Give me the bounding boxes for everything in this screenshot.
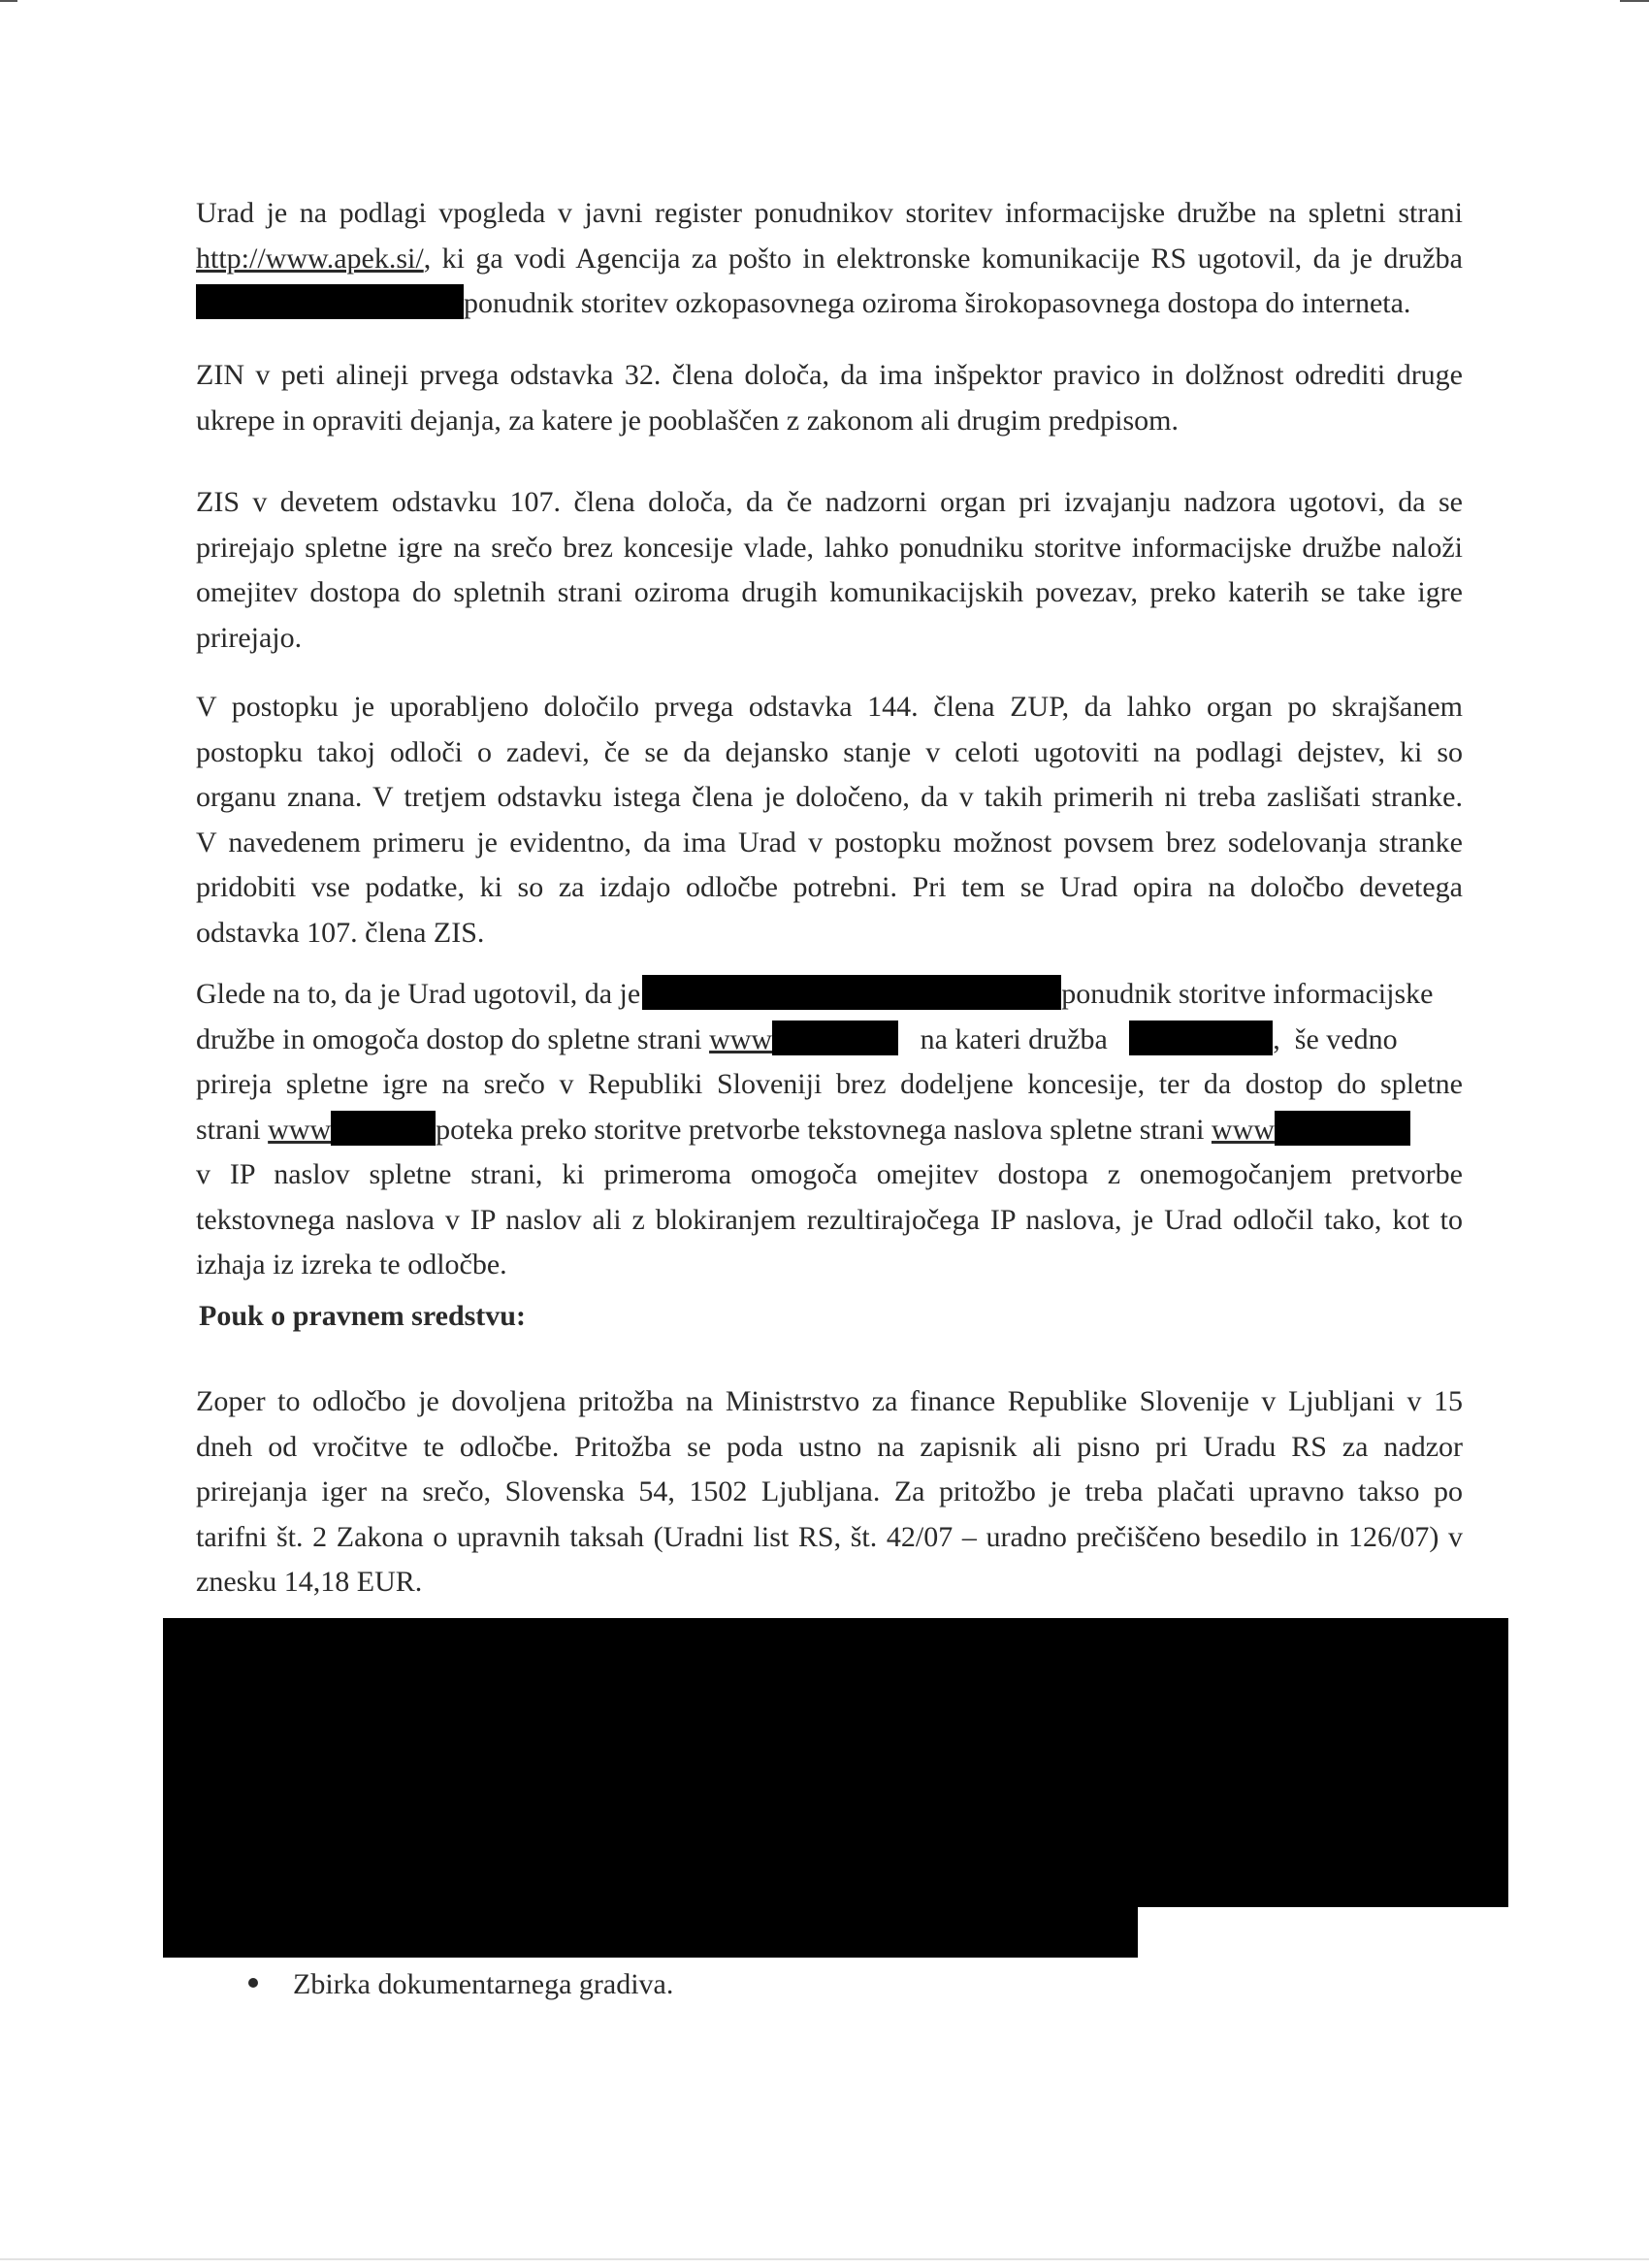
redaction-block xyxy=(1275,1111,1410,1146)
text-line: ukrepe in opraviti dejanja, za katere je pooblaščen z zakonom ali drugim predpisom. xyxy=(196,404,1179,437)
text-line: Urad je na podlagi vpogleda v javni register ponudnikov storitev informacijske družbe na spletni strani xyxy=(196,197,1463,229)
text-line: izhaja iz izreka te odločbe. xyxy=(196,1248,507,1280)
section-heading: Pouk o pravnem sredstvu: xyxy=(199,1300,526,1332)
www-link[interactable]: www xyxy=(709,1022,773,1055)
text-line: tekstovnega naslova v IP naslov ali z blokiranjem rezultirajočega IP naslova, je Urad odločil tako, kot to xyxy=(196,1203,1463,1236)
text-line: odstavka 107. člena ZIS. xyxy=(196,916,485,949)
text-line: prirejajo. xyxy=(196,621,303,654)
text-line: družbe in omogoča dostop do spletne strani www na kateri družba , še vedno xyxy=(196,1018,1463,1063)
paragraph-decision xyxy=(196,972,1463,1288)
text-line: Zoper to odločbo je dovoljena pritožba na Ministrstvo za finance Republike Slovenije v Ljubljani v 15 xyxy=(196,1385,1463,1417)
scan-edge-mark xyxy=(1620,0,1649,2)
text-line: organu znana. V tretjem odstavku istega člena je določeno, da v takih primerih ni treba zaslišati stranke. xyxy=(196,781,1463,813)
text-fragment: , ki ga vodi Agencija za pošto in elektronske komunikacije RS ugotovil, da je družba xyxy=(423,242,1463,275)
redaction-block xyxy=(642,975,1061,1010)
text-line xyxy=(196,1108,1463,1153)
text-line: prireja spletne igre na srečo v Republiki Sloveniji brez dodeljene koncesije, ter da dostop do spletne xyxy=(196,1068,1463,1100)
text-line: omejitev dostopa do spletnih strani oziroma drugih komunikacijskih povezav, preko katerih se take igre xyxy=(196,576,1463,608)
text-fragment: strani xyxy=(196,1113,261,1146)
text-fragment: ponudnik storitve informacijske xyxy=(1061,978,1434,1010)
text-fragment: družbe in omogoča dostop do spletne strani xyxy=(196,1022,702,1055)
redaction-block-large xyxy=(163,1618,1508,1907)
text-line: prirejajo spletne igre na srečo brez koncesije vlade, lahko ponudniku storitve informacijske družbe naloži xyxy=(196,531,1463,564)
text-line: V navedenem primeru je evidentno, da ima Urad v postopku možnost povsem brez sodelovanja stranke xyxy=(196,826,1463,859)
text-line xyxy=(196,972,1463,1018)
text-line: V postopku je uporabljeno določilo prvega odstavka 144. člena ZUP, da lahko organ po skrajšanem xyxy=(196,691,1463,723)
text-line: dneh od vročitve te odločbe. Pritožba se poda ustno na zapisnik ali pisno pri Uradu RS za nadzor xyxy=(196,1430,1463,1463)
text-line: ZIS v devetem odstavku 107. člena določa, da če nadzorni organ pri izvajanju nadzora ugotovi, da se xyxy=(196,486,1463,518)
paragraph-zin xyxy=(196,353,1463,443)
text-line xyxy=(196,237,1463,282)
text-fragment: na kateri družba xyxy=(920,1022,1108,1055)
text-line: ZIN v peti alineji prvega odstavka 32. člena določa, da ima inšpektor pravico in dolžnost odrediti druge xyxy=(196,359,1463,391)
bullet-icon xyxy=(248,1978,258,1988)
text-fragment: še vedno xyxy=(1294,1022,1398,1055)
scan-edge-line xyxy=(0,2258,1649,2260)
text-line: prirejanja iger na srečo, Slovenska 54, 1502 Ljubljana. Za pritožbo je treba plačati upravno takso po xyxy=(196,1475,1463,1507)
redaction-block xyxy=(1129,1021,1273,1055)
paragraph-zup xyxy=(196,685,1463,956)
paragraph-register xyxy=(196,191,1463,327)
redaction-block xyxy=(772,1021,898,1055)
text-line xyxy=(196,281,1463,327)
text-line: pridobiti vse podatke, ki so za izdajo odločbe potrebni. Pri tem se Urad opira na določbo devetega xyxy=(196,871,1463,903)
text-fragment: poteka preko storitve pretvorbe tekstovnega naslova spletne strani xyxy=(436,1113,1205,1146)
text-line: znesku 14,18 EUR. xyxy=(196,1566,423,1598)
text-line: v IP naslov spletne strani, ki primeroma omogoča omejitev dostopa z onemogočanjem pretvorbe xyxy=(196,1158,1463,1190)
text-fragment: ponudnik storitev ozkopasovnega oziroma širokopasovnega dostopa do interneta. xyxy=(464,287,1411,319)
apek-link[interactable]: http://www.apek.si/ xyxy=(196,242,424,275)
text-line: tarifni št. 2 Zakona o upravnih taksah (Uradni list RS, št. 42/07 – uradno prečiščeno besedilo in 126/07) v xyxy=(196,1520,1463,1553)
list-item-label: Zbirka dokumentarnega gradiva. xyxy=(293,1968,674,2000)
www-link[interactable]: www xyxy=(268,1113,332,1146)
paragraph-zis xyxy=(196,480,1463,661)
redaction-block xyxy=(196,284,464,319)
paragraph-appeal xyxy=(196,1379,1463,1605)
text-line: postopku takoj odloči o zadevi, če se da dejansko stanje v celoti ugotoviti na podlagi dejstev, ki so xyxy=(196,735,1463,768)
redaction-block xyxy=(331,1111,436,1146)
scan-edge-mark xyxy=(0,0,17,2)
redaction-block-large xyxy=(163,1901,1138,1958)
list-item xyxy=(248,1962,673,2007)
text-fragment: Glede na to, da je Urad ugotovil, da je xyxy=(196,978,641,1010)
www-link[interactable]: www xyxy=(1211,1113,1275,1146)
